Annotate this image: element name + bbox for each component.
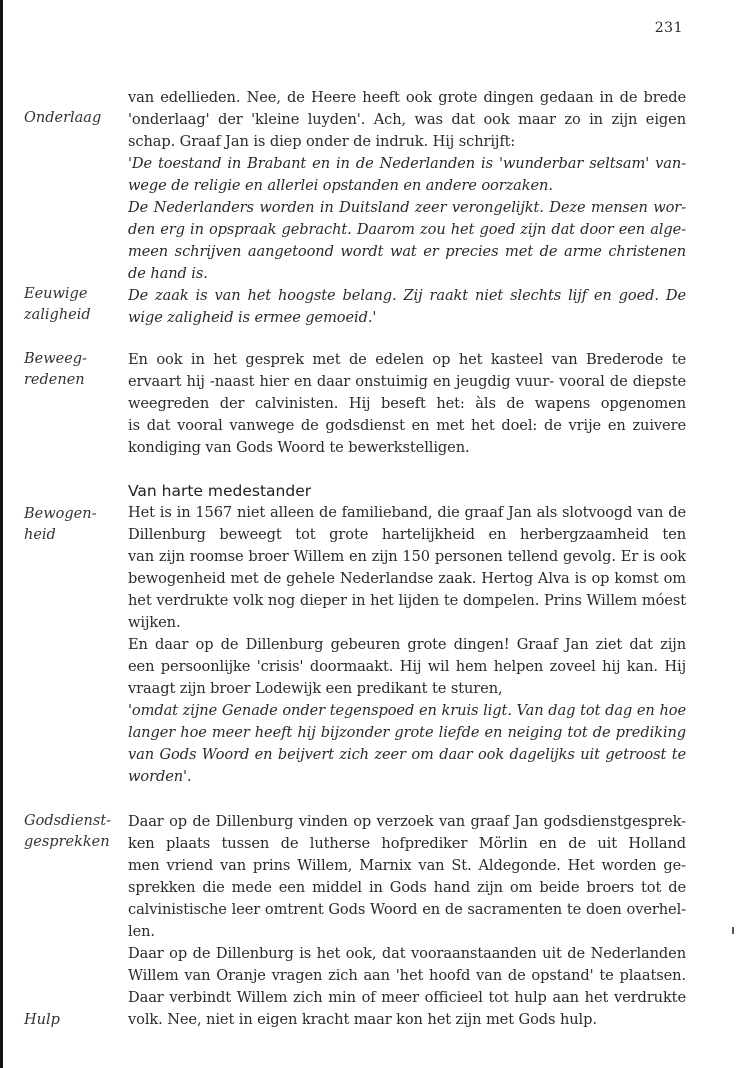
page-number: 231 bbox=[654, 20, 683, 36]
quote-line: De zaak is van het hoogste belang. Zij raakt niet slechts lijf en goed. De bbox=[128, 287, 686, 304]
quote-line: den erg in opspraak gebracht. Daarom zou het goed zijn dat door een alge- bbox=[128, 221, 686, 238]
quote-line: 'De toestand in Brabant en in de Nederlanden is 'wunderbar seltsam' van- bbox=[128, 155, 686, 172]
margin-note-gesprekken: gesprekken bbox=[24, 834, 110, 850]
quote-line: 'omdat zijne Genade onder tegenspoed en kruis ligt. Van dag tot dag en hoe bbox=[128, 702, 686, 719]
margin-note-godsdienst: Godsdienst- bbox=[24, 813, 112, 829]
body-line: ken plaats tussen de lutherse hofprediker Mörlin en de uit Holland bbox=[128, 835, 686, 852]
body-line: het verdrukte volk nog dieper in het lijden te dompelen. Prins Willem móest bbox=[128, 592, 686, 609]
body-line: van edellieden. Nee, de Heere heeft ook grote dingen gedaan in de brede bbox=[128, 89, 686, 106]
body-line: wijken. bbox=[128, 614, 181, 631]
quote-line: wige zaligheid is ermee gemoeid.' bbox=[128, 309, 377, 326]
quote-line: De Nederlanders worden in Duitsland zeer verongelijkt. Deze mensen wor- bbox=[128, 199, 686, 216]
body-line: sprekken die mede een middel in Gods hand zijn om beide broers tot de bbox=[128, 879, 686, 896]
quote-line: meen schrijven aangetoond wordt wat er precies met de arme christenen bbox=[128, 243, 686, 260]
body-line: calvinistische leer omtrent Gods Woord en de sacramenten te doen overhel- bbox=[128, 901, 686, 918]
quote-line: de hand is. bbox=[128, 265, 208, 282]
body-line: schap. Graaf Jan is diep onder de indruk. Hij schrijft: bbox=[128, 133, 516, 150]
body-line: een persoonlijke 'crisis' doormaakt. Hij wil hem helpen zoveel hij kan. Hij bbox=[128, 658, 686, 675]
body-line: bewogenheid met de gehele Nederlandse zaak. Hertog Alva is op komst om bbox=[128, 570, 686, 587]
quote-line: van Gods Woord en beijvert zich zeer om daar ook dagelijks uit getroost te bbox=[128, 746, 686, 763]
body-line: weegreden der calvinisten. Hij beseft het: àls de wapens opgenomen bbox=[128, 395, 686, 412]
scan-speck bbox=[732, 927, 734, 934]
body-line: Willem van Oranje vragen zich aan 'het hoofd van de opstand' te plaatsen. bbox=[128, 967, 686, 984]
margin-note-onderlaag: Onderlaag bbox=[24, 110, 102, 126]
quote-line: wege de religie en allerlei opstanden en andere oorzaken. bbox=[128, 177, 553, 194]
body-line: Daar verbindt Willem zich min of meer officieel tot hulp aan het verdrukte bbox=[128, 989, 686, 1006]
body-line: ervaart hij -naast hier en daar onstuimig en jeugdig vuur- vooral de diepste bbox=[128, 373, 686, 390]
body-line: Het is in 1567 niet alleen de familieband, die graaf Jan als slotvoogd van de bbox=[128, 504, 686, 521]
margin-note-bewogen: Bewogen- bbox=[24, 506, 97, 522]
margin-note-zaligheid: zaligheid bbox=[24, 307, 91, 323]
body-line: Dillenburg beweegt tot grote hartelijkheid en herbergzaamheid ten bbox=[128, 526, 686, 543]
body-line: is dat vooral vanwege de godsdienst en met het doel: de vrije en zuivere bbox=[128, 417, 686, 434]
body-line: volk. Nee, niet in eigen kracht maar kon het zijn met Gods hulp. bbox=[128, 1011, 597, 1028]
body-line: Daar op de Dillenburg is het ook, dat vooraanstaanden uit de Nederlanden bbox=[128, 945, 686, 962]
body-line: 'onderlaag' der 'kleine luyden'. Ach, was dat ook maar zo in zijn eigen bbox=[128, 111, 686, 128]
margin-note-redenen: redenen bbox=[24, 372, 85, 388]
quote-line: worden'. bbox=[128, 768, 192, 785]
body-line: vraagt zijn broer Lodewijk een predikant te sturen, bbox=[128, 680, 503, 697]
page-binding-edge bbox=[0, 0, 3, 1068]
body-line: men vriend van prins Willem, Marnix van St. Aldegonde. Het worden ge- bbox=[128, 857, 686, 874]
body-line: En ook in het gesprek met de edelen op het kasteel van Brederode te bbox=[128, 351, 686, 368]
body-line: len. bbox=[128, 923, 155, 940]
margin-note-heid: heid bbox=[24, 527, 56, 543]
body-line: Daar op de Dillenburg vinden op verzoek van graaf Jan godsdienstgesprek- bbox=[128, 813, 686, 830]
margin-note-eeuwige: Eeuwige bbox=[24, 286, 88, 302]
body-line: van zijn roomse broer Willem en zijn 150 personen tellend gevolg. Er is ook bbox=[128, 548, 686, 565]
quote-line: langer hoe meer heeft hij bijzonder grote liefde en neiging tot de prediking bbox=[128, 724, 686, 741]
margin-note-hulp: Hulp bbox=[24, 1012, 60, 1028]
body-line: En daar op de Dillenburg gebeuren grote dingen! Graaf Jan ziet dat zijn bbox=[128, 636, 686, 653]
margin-note-beweeg: Beweeg- bbox=[24, 351, 87, 367]
section-heading: Van harte medestander bbox=[128, 482, 312, 500]
body-line: kondiging van Gods Woord te bewerkstelligen. bbox=[128, 439, 470, 456]
